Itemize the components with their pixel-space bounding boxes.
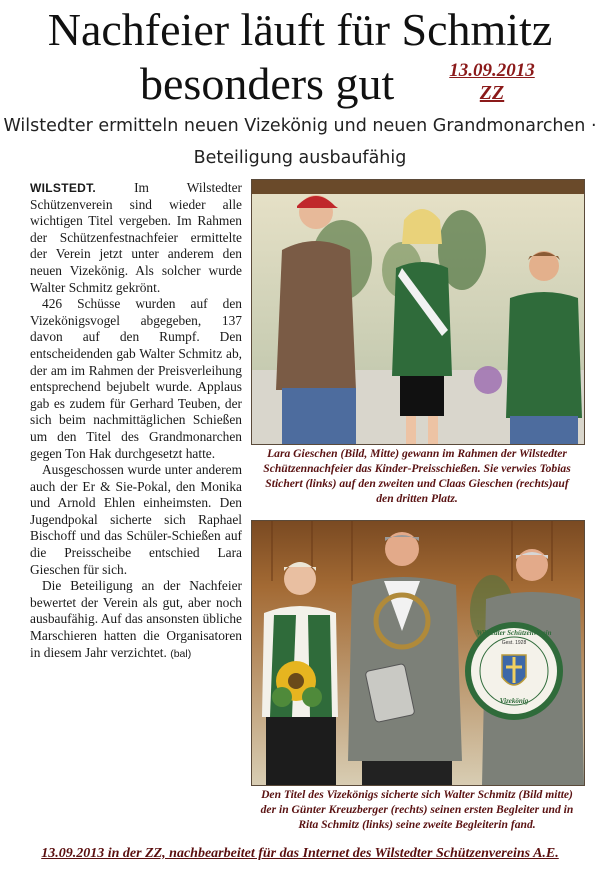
stamp-date: 13.09.2013	[449, 60, 535, 81]
date-stamp	[440, 60, 544, 104]
photo-children-caption: Lara Gieschen (Bild, Mitte) gewann im Rahmen der Wilstedter Schützennachfeier das Kinder-Preisschießen. Sie verwies Tobias Stichert (links) auf den zweiten und Claas Gieschen (rechts)auf den dritten Platz.	[263, 447, 571, 505]
paragraph-1-text: Im Wilstedter Schützenverein sind wieder alle wichtigen Titel vergeben. Im Rahmen der Schützenfestnachfeier ermittelte der Verein jetzt unter anderem den neuen Vizekönig. Als solcher wurde Walter Schmitz gekrönt.	[30, 180, 242, 295]
article-body	[30, 180, 242, 662]
footer-note: 13.09.2013 in der ZZ, nachbearbeitet für das Internet des Wilstedter Schützenvereins A.E.	[41, 846, 559, 861]
photo-vizekoenig	[251, 520, 585, 786]
subheadline-line2: Beteiligung ausbaufähig	[193, 148, 407, 168]
article-paragraph-1	[30, 180, 242, 296]
photo-children	[251, 179, 585, 445]
author-signature: (bal)	[170, 647, 192, 660]
dateline: WILSTEDT.	[30, 181, 97, 195]
photo-vizekoenig-caption: Den Titel des Vizekönigs sicherte sich Walter Schmitz (Bild mitte) der in Günter Kreuzberger (rechts) seinen ersten Begleiter und in Rita Schmitz (links) seine zweite Begleiterin fand.	[260, 788, 574, 831]
subheadline-line1: Wilstedter ermitteln neuen Vizekönig und neuen Grandmonarchen ·	[3, 116, 597, 136]
article-paragraph-3: Ausgeschossen wurde unter anderem auch der Er & Sie-Pokal, den Monika und Arnold Ehlen einheimsten. Den Jugendpokal sicherte sich Raphael Bischoff und das Schüler-Schießen auf die Preisscheibe entschied Lara Gieschen für sich.	[30, 462, 242, 577]
article-paragraph-2: 426 Schüsse wurden auf den Vizekönigsvogel abgegeben, 137 davon auf den Rumpf. Den entscheidenden gab Walter Schmitz ab, der am im Rahmen der Preisverleihung entsprechend bejubelt wurde. Applaus gab es zudem für Gerhard Teuben, der sich beim nachmittäglichen Schießen um den Titel des Grandmonarchen gegen Ton Hak durchgesetzt hatte.	[30, 296, 242, 461]
plate-inscription: Wilstedter Schützenverein	[476, 629, 552, 637]
plate-year: Gest. 1928	[501, 640, 527, 646]
stamp-source: ZZ	[479, 82, 505, 104]
headline-line2: besonders gut	[140, 58, 395, 109]
plate-subtext: Vizekönig	[499, 697, 529, 705]
paragraph-4-text: Die Beteiligung an der Nachfeier bewertet der Verein als gut, aber noch ausbaufähig. Auf das ansonsten übliche Marschieren hatten die Organisatoren in diesem Jahr verzichtet.	[30, 578, 242, 660]
vizekoenig-photo-image	[252, 521, 584, 785]
headline-line1: Nachfeier läuft für Schmitz	[47, 4, 553, 55]
children-photo-image	[252, 180, 584, 444]
article-paragraph-4	[30, 578, 242, 662]
